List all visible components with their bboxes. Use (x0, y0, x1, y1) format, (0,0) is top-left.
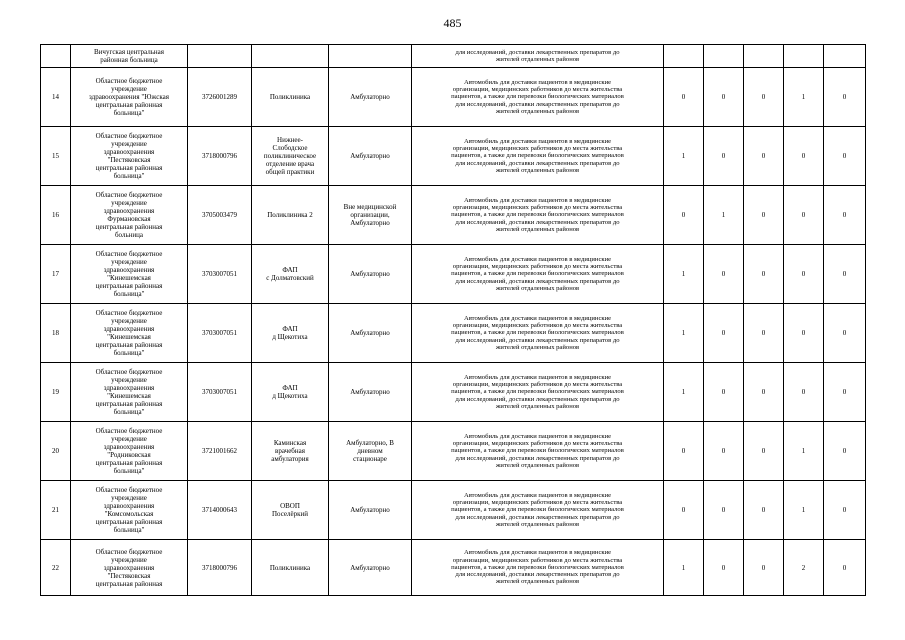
row-number-cell: 19 (41, 363, 71, 422)
inn-cell: 3705003479 (188, 186, 252, 245)
table-row (41, 363, 866, 422)
care-condition-cell (329, 45, 412, 68)
table-row (41, 304, 866, 363)
count-cell: 1 (704, 186, 744, 245)
unit-cell: ФАП д Щекотиха (252, 363, 329, 422)
unit-cell: ОВОП Поселёркий (252, 481, 329, 540)
count-cell: 0 (744, 68, 784, 127)
count-cell: 0 (704, 540, 744, 596)
count-cell: 0 (784, 245, 824, 304)
count-cell: 0 (704, 245, 744, 304)
count-cell: 0 (744, 540, 784, 596)
table-row (41, 245, 866, 304)
row-number-cell: 14 (41, 68, 71, 127)
count-cell: 0 (824, 540, 866, 596)
count-cell: 1 (664, 363, 704, 422)
care-condition-cell: Амбулаторно, В дневном стационаре (329, 422, 412, 481)
purpose-cell: Автомобиль для доставки пациентов в медицинские организации, медицинских работников до места жительства пациентов, а также для перевозки биологических материалов для исследований, доставки лекарственных препаратов до жителей отдаленных районов (412, 422, 664, 481)
count-cell: 0 (784, 186, 824, 245)
count-cell: 0 (744, 363, 784, 422)
count-cell: 1 (784, 68, 824, 127)
table-row (41, 127, 866, 186)
count-cell: 0 (784, 363, 824, 422)
care-condition-cell: Амбулаторно (329, 245, 412, 304)
row-number-cell (41, 45, 71, 68)
count-cell: 0 (744, 127, 784, 186)
purpose-cell: Автомобиль для доставки пациентов в медицинские организации, медицинских работников до места жительства пациентов, а также для перевозки биологических материалов для исследований, доставки лекарственных препаратов до жителей отдаленных районов (412, 186, 664, 245)
unit-cell: Поликлиника (252, 68, 329, 127)
count-cell: 0 (824, 481, 866, 540)
inn-cell (188, 45, 252, 68)
purpose-cell: для исследований, доставки лекарственных препаратов до жителей отдаленных районов (412, 45, 664, 68)
count-cell: 0 (824, 68, 866, 127)
count-cell: 0 (784, 304, 824, 363)
organization-cell: Областное бюджетное учреждение здравоохранения "Комсомольская центральная районная больница" (71, 481, 188, 540)
table-row (41, 481, 866, 540)
count-cell: 1 (784, 422, 824, 481)
purpose-cell: Автомобиль для доставки пациентов в медицинские организации, медицинских работников до места жительства пациентов, а также для перевозки биологических материалов для исследований, доставки лекарственных препаратов до жителей отдаленных районов (412, 540, 664, 596)
inn-cell: 3718000796 (188, 540, 252, 596)
table-row (41, 422, 866, 481)
count-cell: 0 (784, 127, 824, 186)
inn-cell: 3726001289 (188, 68, 252, 127)
organization-cell: Областное бюджетное учреждение здравоохранения "Кинешемская центральная районная больница" (71, 304, 188, 363)
care-condition-cell: Амбулаторно (329, 127, 412, 186)
count-cell (784, 45, 824, 68)
count-cell: 0 (744, 186, 784, 245)
organization-cell: Областное бюджетное учреждение здравоохранения "Кинешемская центральная районная больница" (71, 245, 188, 304)
organization-cell: Областное бюджетное учреждение здравоохранения Фурмановская центральная районная больница (71, 186, 188, 245)
row-number-cell: 15 (41, 127, 71, 186)
care-condition-cell: Амбулаторно (329, 363, 412, 422)
unit-cell (252, 45, 329, 68)
unit-cell: ФАП с Долматовский (252, 245, 329, 304)
purpose-cell: Автомобиль для доставки пациентов в медицинские организации, медицинских работников до места жительства пациентов, а также для перевозки биологических материалов для исследований, доставки лекарственных препаратов до жителей отдаленных районов (412, 68, 664, 127)
unit-cell: ФАП д Щекотиха (252, 304, 329, 363)
inn-cell: 3703007051 (188, 245, 252, 304)
unit-cell: Поликлиника 2 (252, 186, 329, 245)
count-cell: 0 (744, 481, 784, 540)
care-condition-cell: Амбулаторно (329, 304, 412, 363)
count-cell: 2 (784, 540, 824, 596)
count-cell: 0 (744, 245, 784, 304)
organization-cell: Вичугская центральная районная больница (71, 45, 188, 68)
care-condition-cell: Амбулаторно (329, 68, 412, 127)
count-cell (664, 45, 704, 68)
row-number-cell: 20 (41, 422, 71, 481)
inn-cell: 3703007051 (188, 304, 252, 363)
count-cell: 0 (704, 68, 744, 127)
count-cell: 1 (664, 245, 704, 304)
count-cell: 0 (704, 422, 744, 481)
count-cell: 0 (824, 304, 866, 363)
purpose-cell: Автомобиль для доставки пациентов в медицинские организации, медицинских работников до места жительства пациентов, а также для перевозки биологических материалов для исследований, доставки лекарственных препаратов до жителей отдаленных районов (412, 127, 664, 186)
purpose-cell: Автомобиль для доставки пациентов в медицинские организации, медицинских работников до места жительства пациентов, а также для перевозки биологических материалов для исследований, доставки лекарственных препаратов до жителей отдаленных районов (412, 481, 664, 540)
purpose-cell: Автомобиль для доставки пациентов в медицинские организации, медицинских работников до места жительства пациентов, а также для перевозки биологических материалов для исследований, доставки лекарственных препаратов до жителей отдаленных районов (412, 245, 664, 304)
organization-cell: Областное бюджетное учреждение здравоохранения "Пестяковская центральная районная (71, 540, 188, 596)
care-condition-cell: Амбулаторно (329, 540, 412, 596)
count-cell: 0 (664, 186, 704, 245)
count-cell: 0 (744, 422, 784, 481)
organization-cell: Областное бюджетное учреждение здравоохранения "Пестяковская центральная районная больница" (71, 127, 188, 186)
inn-cell: 3714000643 (188, 481, 252, 540)
table-row (41, 540, 866, 596)
count-cell (744, 45, 784, 68)
row-number-cell: 17 (41, 245, 71, 304)
count-cell: 1 (784, 481, 824, 540)
care-condition-cell: Вне медицинской организации, Амбулаторно (329, 186, 412, 245)
count-cell: 0 (824, 245, 866, 304)
count-cell (824, 45, 866, 68)
row-number-cell: 18 (41, 304, 71, 363)
count-cell: 0 (704, 481, 744, 540)
count-cell: 0 (664, 68, 704, 127)
count-cell: 1 (664, 540, 704, 596)
care-condition-cell: Амбулаторно (329, 481, 412, 540)
count-cell: 0 (664, 422, 704, 481)
count-cell: 0 (824, 422, 866, 481)
count-cell: 0 (704, 304, 744, 363)
count-cell: 1 (664, 127, 704, 186)
table-row (41, 68, 866, 127)
organization-cell: Областное бюджетное учреждение здравоохранения "Южская центральная районная больница" (71, 68, 188, 127)
organization-cell: Областное бюджетное учреждение здравоохранения "Кинешемская центральная районная больница" (71, 363, 188, 422)
inn-cell: 3721001662 (188, 422, 252, 481)
count-cell (704, 45, 744, 68)
purpose-cell: Автомобиль для доставки пациентов в медицинские организации, медицинских работников до места жительства пациентов, а также для перевозки биологических материалов для исследований, доставки лекарственных препаратов до жителей отдаленных районов (412, 304, 664, 363)
inn-cell: 3703007051 (188, 363, 252, 422)
purpose-cell: Автомобиль для доставки пациентов в медицинские организации, медицинских работников до места жительства пациентов, а также для перевозки биологических материалов для исследований, доставки лекарственных препаратов до жителей отдаленных районов (412, 363, 664, 422)
row-number-cell: 16 (41, 186, 71, 245)
unit-cell: Нижнее- Слободское поликлиническое отделение врача общей практики (252, 127, 329, 186)
page-number: 485 (443, 16, 462, 30)
unit-cell: Каминская врачебная амбулатория (252, 422, 329, 481)
count-cell: 0 (744, 304, 784, 363)
row-number-cell: 21 (41, 481, 71, 540)
organization-cell: Областное бюджетное учреждение здравоохранения "Родниковская центральная районная больница" (71, 422, 188, 481)
count-cell: 0 (704, 127, 744, 186)
count-cell: 0 (824, 363, 866, 422)
table-row (41, 186, 866, 245)
count-cell: 0 (664, 481, 704, 540)
row-number-cell: 22 (41, 540, 71, 596)
vehicle-allocation-table (40, 44, 866, 596)
count-cell: 0 (824, 186, 866, 245)
inn-cell: 3718000796 (188, 127, 252, 186)
unit-cell: Поликлиника (252, 540, 329, 596)
count-cell: 0 (704, 363, 744, 422)
table-row (41, 45, 866, 68)
count-cell: 0 (824, 127, 866, 186)
count-cell: 1 (664, 304, 704, 363)
